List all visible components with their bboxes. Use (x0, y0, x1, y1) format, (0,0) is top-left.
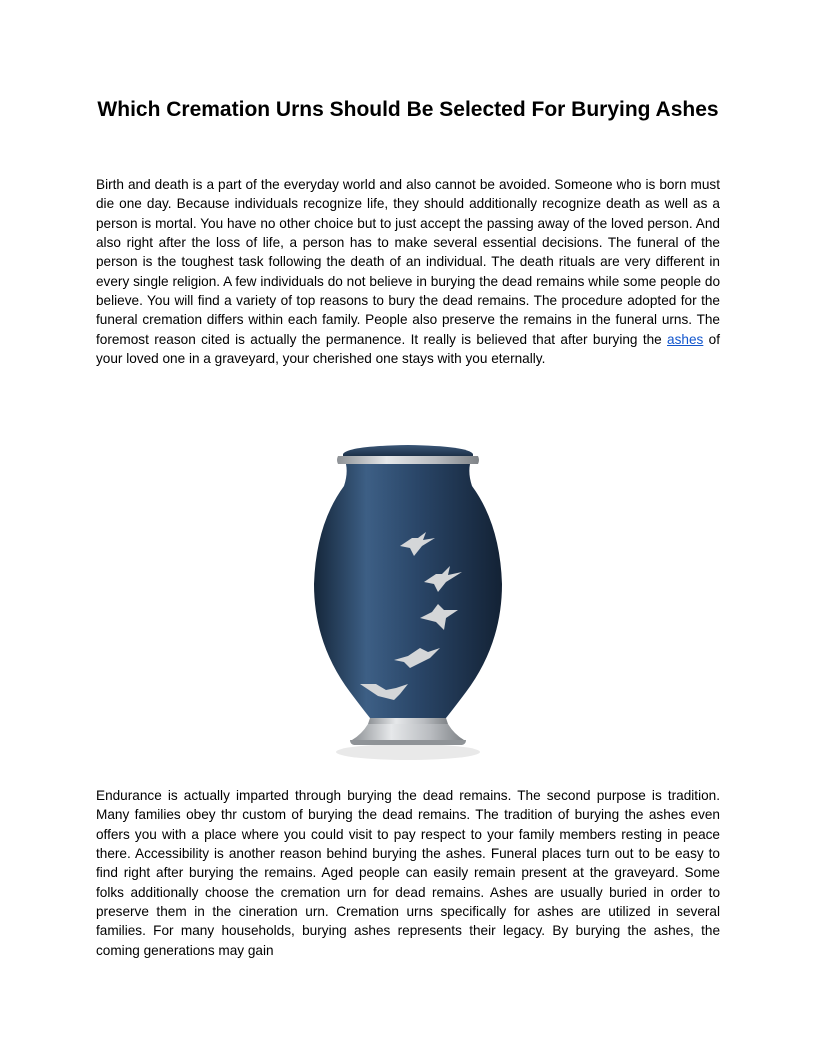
urn-neck-base (368, 718, 448, 724)
ashes-link[interactable]: ashes (667, 331, 704, 347)
urn-lid (343, 445, 473, 456)
urn-body (314, 464, 502, 718)
second-paragraph: Endurance is actually imparted through burying the dead remains. The second purpose is tradition. Many families obey thr custom of burying the dead remains. The tradition of burying the ashes even offers you with a place where you could visit to pay respect to your family members resting in peace there. Accessibility is another reason behind burying the ashes. Funeral places turn out to be easy to find right after burying the remains. Aged people can easily remain present at the graveyard. Some folks additionally choose the cremation urn for dead remains. Ashes are usually buried in order to preserve them in the cineration urn. Cremation urns specifically for ashes are utilized in several families. For many households, burying ashes represents their legacy. By burying the ashes, the coming generations may gain (96, 788, 720, 958)
urn-base-edge (350, 740, 466, 745)
intro-text-after-link: of your loved one in a graveyard, your cherished one stays with you eternally. (96, 331, 720, 367)
urn-base (352, 724, 464, 740)
cremation-urn-image (296, 434, 521, 774)
document-title: Which Cremation Urns Should Be Selected For Burying Ashes (97, 98, 719, 121)
urn-shadow (336, 744, 480, 760)
intro-text-before-link: Birth and death is a part of the everyday world and also cannot be avoided. Someone who is born must die one day. Because individuals recognize life, they should additionally recognize death as well as a person is mortal. You have no other choice but to just accept the passing away of the loved person. And also right after the loss of life, a person has to make several essential decisions. The funeral of the person is the toughest task following the death of an individual. The death rituals are very different in every single religion. A few individuals do not believe in burying the dead remains while some people do believe. You will find a variety of top reasons to bury the dead remains. The procedure adopted for the funeral cremation differs within each family. People also preserve the remains in the funeral urns. The foremost reason cited is actually the permanence. It really is believed that after burying the (96, 177, 720, 347)
intro-paragraph (96, 175, 720, 368)
urn-rim (337, 456, 479, 464)
